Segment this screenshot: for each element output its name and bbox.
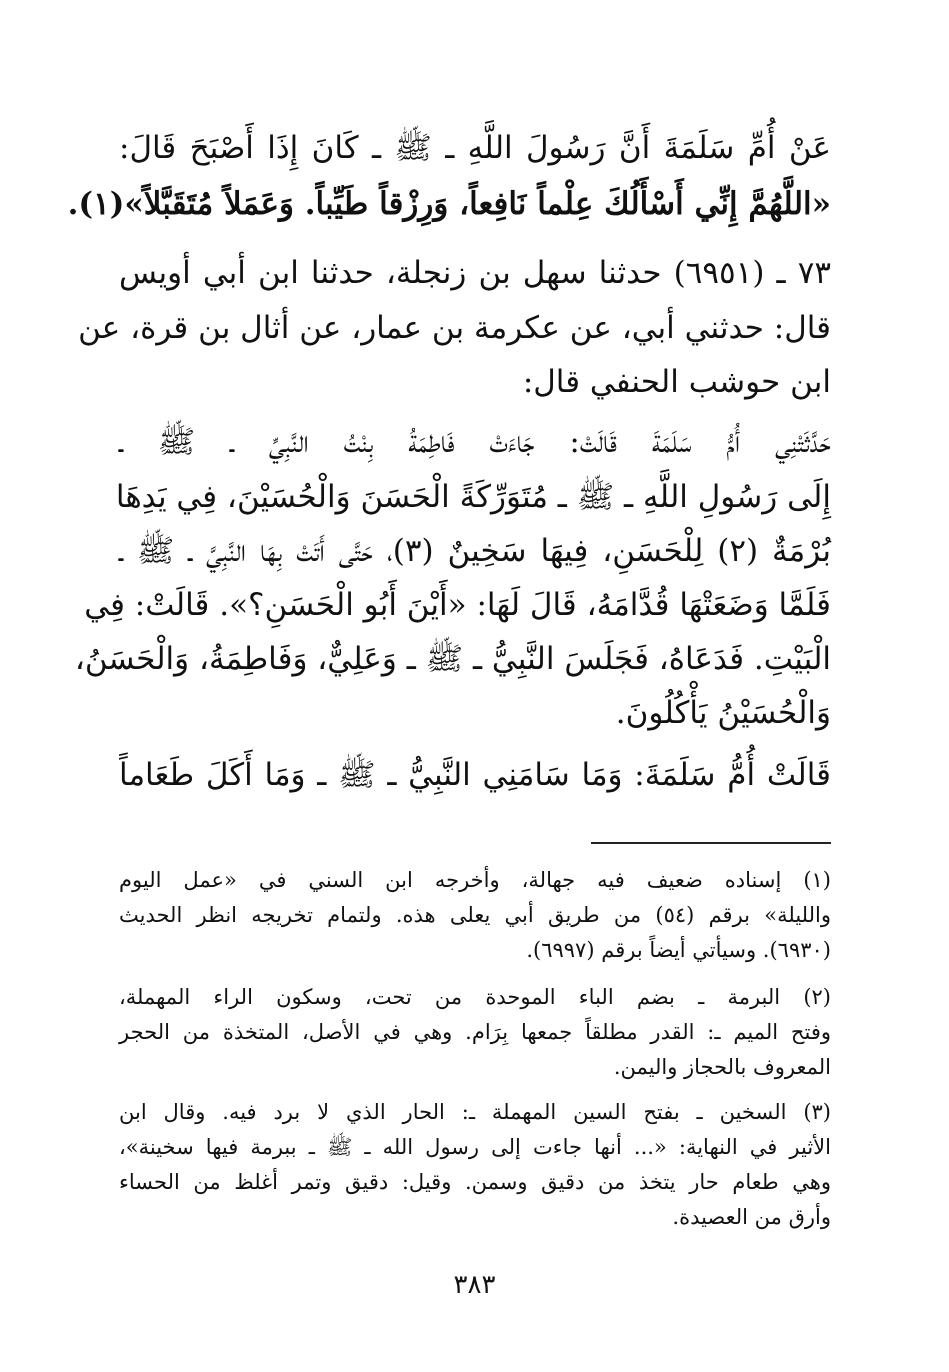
matn-73-line-4: فَلَمَّا وَضَعَتْهَا قُدَّامَهُ، قَالَ لَهَا: «أَيْنَ أَبُو الْحَسَنِ؟». قَالَتْ: فِي [84, 587, 831, 623]
isnad-73-line-3: ابن حوشب الحنفي قال: [522, 364, 831, 400]
matn-73-line-6: وَالْحُسَيْنُ يَأْكُلُونَ. [615, 695, 831, 731]
matn-73-line-3: بُرْمَةٌ (٢) لِلْحَسَنِ، فِيهَا سَخِينٌ (٣)، حَتَّى أَتَتْ بِهَا النَّبِيَّ ـ ﷺ ـ [119, 533, 832, 569]
isnad-73-line-1: ٧٣ ـ (٦٩٥١) حدثنا سهل بن زنجلة، حدثنا ابن أبي أويس [119, 255, 831, 291]
footnote-3-line-4: وأرق من العصيدة. [672, 1205, 831, 1229]
footnote-1-line-3: (٦٩٣٠). وسيأتي أيضاً برقم (٦٩٩٧). [526, 938, 831, 962]
footnote-1-line-1: (١) إسناده ضعيف فيه جهالة، وأخرجه ابن السني في «عمل اليوم [119, 868, 831, 892]
footnote-3-line-3: وهي طعام حار يتخذ من دقيق وسمن. وقيل: دقيق وتمر أغلظ من الحساء [119, 1170, 831, 1194]
matn-73-line-1: حَدَّثَتْنِي أُمُّ سَلَمَةَ قَالَتْ: جَاءَتْ فَاطِمَةُ بِنْتُ النَّبِيِّ ـ ﷺ ـ [119, 424, 831, 460]
hadith-72-line-1: عَنْ أُمِّ سَلَمَةَ أَنَّ رَسُولَ اللَّهِ ـ ﷺ ـ كَانَ إِذَا أَصْبَحَ قَالَ: [119, 130, 831, 166]
footnote-2-line-2: وفتح الميم ـ: القدر مطلقاً جمعها بِرَام. وهي في الأصل، المتخذة من الحجر [119, 1020, 831, 1044]
footnote-1-line-2: والليلة» برقم (٥٤) من طريق أبي يعلى هذه. ولتمام تخريجه انظر الحديث [119, 903, 832, 927]
page-number: ٣٨٣ [453, 1270, 496, 1300]
footnote-2-line-3: المعروف بالحجاز واليمن. [613, 1055, 831, 1079]
footnote-2-line-1: (٢) البرمة ـ بضم الباء الموحدة من تحت، وسكون الراء المهملة، [119, 985, 831, 1009]
continuation-line: قَالَتْ أُمُّ سَلَمَةَ: وَمَا سَامَنِي النَّبِيُّ ـ ﷺ ـ وَمَا أَكَلَ طَعَاماً [119, 757, 831, 793]
footnote-separator [591, 842, 831, 844]
footnote-3-line-1: (٣) السخين ـ بفتح السين المهملة ـ: الحار الذي لا برد فيه. وقال ابن [119, 1100, 831, 1124]
isnad-73-line-2: قال: حدثني أبي، عن عكرمة بن عمار، عن أثال بن قرة، عن [78, 310, 831, 346]
matn-73-line-5: الْبَيْتِ. فَدَعَاهُ، فَجَلَسَ النَّبِيُّ ـ ﷺ ـ وَعَلِيٌّ، وَفَاطِمَةُ، وَالْحَسَنُ، [74, 641, 831, 677]
footnote-3-line-2: الأثير في النهاية: «... أنها جاءت إلى رسول الله ـ ﷺ ـ ببرمة فيها سخينة»، [119, 1135, 831, 1159]
hadith-72-line-2: «اللَّهُمَّ إِنِّي أَسْأَلُكَ عِلْماً نَافِعاً، وَرِزْقاً طَيِّباً. وَعَمَلاً مُتَقَبَّلاً»(١). [67, 186, 831, 222]
matn-73-line-2: إِلَى رَسُولِ اللَّهِ ـ ﷺ ـ مُتَوَرِّكَةً الْحَسَنَ وَالْحُسَيْنَ، فِي يَدِهَا [115, 479, 831, 515]
